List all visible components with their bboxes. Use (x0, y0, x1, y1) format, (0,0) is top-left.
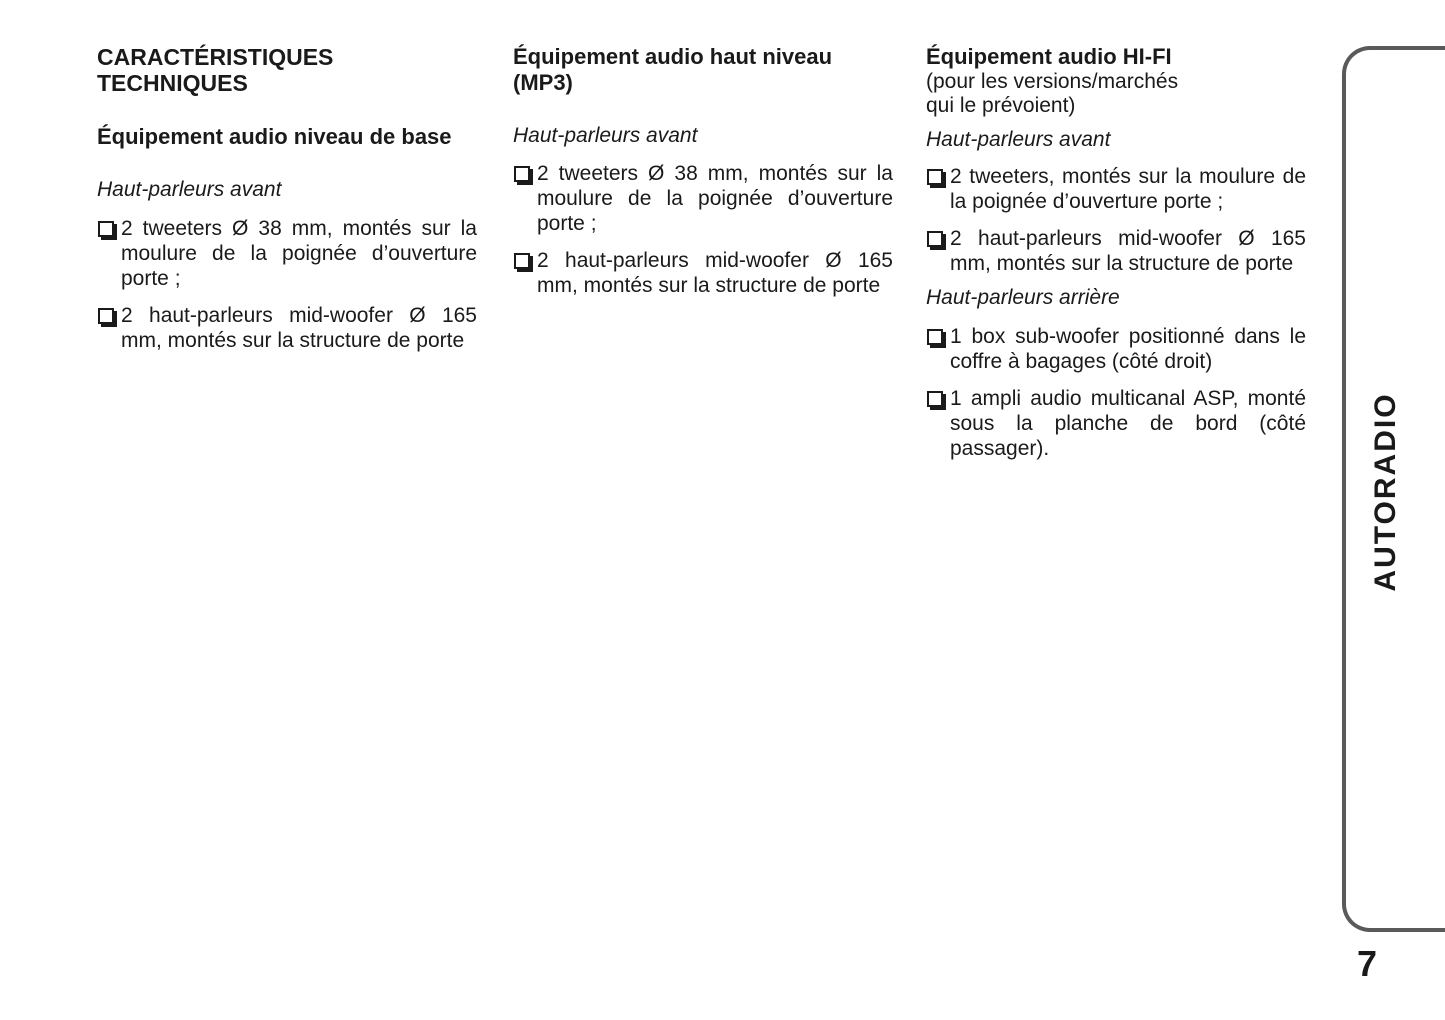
list-item (926, 226, 1306, 276)
checkbox-bullet-icon (927, 329, 943, 345)
list-item (513, 161, 893, 236)
hifi-note-line-2: qui le prévoient) (926, 94, 1076, 117)
checkbox-bullet-icon (927, 169, 943, 185)
front-speakers-list (513, 161, 893, 298)
basic-audio-heading: Équipement audio niveau de base (97, 124, 452, 149)
list-item-text: 2 tweeters Ø 38 mm, montés sur la moulure de la poignée d’ouverture porte ; (121, 217, 477, 290)
list-item-text: 2 haut-parleurs mid-woofer Ø 165 mm, montés sur la structure de porte (950, 227, 1306, 275)
checkbox-bullet-icon (927, 231, 943, 247)
list-item (97, 216, 477, 291)
list-item (926, 324, 1306, 374)
column-mp3-audio (513, 44, 893, 298)
checkbox-bullet-icon (927, 391, 943, 407)
hifi-audio-heading: Équipement audio HI-FI (926, 44, 1172, 69)
rear-speakers-label: Haut-parleurs arrière (926, 286, 1120, 309)
front-speakers-list (926, 164, 1306, 276)
hifi-note-line-1: (pour les versions/marchés (926, 70, 1179, 93)
page-number: 7 (1356, 943, 1378, 984)
page-title: CARACTÉRISTIQUES TECHNIQUES (97, 44, 334, 96)
list-item-text: 2 tweeters, montés sur la moulure de la poignée d’ouverture porte ; (950, 165, 1306, 213)
list-item (926, 386, 1306, 461)
list-item-text: 2 haut-parleurs mid-woofer Ø 165 mm, montés sur la structure de porte (537, 249, 893, 297)
mp3-audio-heading: Équipement audio haut niveau (MP3) (513, 44, 833, 95)
list-item (97, 303, 477, 353)
front-speakers-list (97, 216, 477, 353)
column-hifi-audio (926, 44, 1306, 461)
front-speakers-label: Haut-parleurs avant (97, 178, 282, 201)
front-speakers-label: Haut-parleurs avant (926, 128, 1111, 151)
list-item-text: 1 ampli audio multicanal ASP, monté sous la planche de bord (côté passager). (950, 387, 1306, 460)
column-basic-audio (97, 44, 477, 353)
front-speakers-label: Haut-parleurs avant (513, 124, 698, 147)
section-tab-label: AUTORADIO (1369, 392, 1402, 592)
rear-speakers-list (926, 324, 1306, 461)
list-item (513, 248, 893, 298)
list-item-text: 2 haut-parleurs mid-woofer Ø 165 mm, montés sur la structure de porte (121, 304, 477, 352)
list-item-text: 1 box sub-woofer positionné dans le coffre à bagages (côté droit) (950, 325, 1306, 373)
list-item (926, 164, 1306, 214)
checkbox-bullet-icon (514, 253, 530, 269)
checkbox-bullet-icon (98, 308, 114, 324)
checkbox-bullet-icon (98, 221, 114, 237)
list-item-text: 2 tweeters Ø 38 mm, montés sur la moulure de la poignée d’ouverture porte ; (537, 162, 893, 235)
checkbox-bullet-icon (514, 166, 530, 182)
